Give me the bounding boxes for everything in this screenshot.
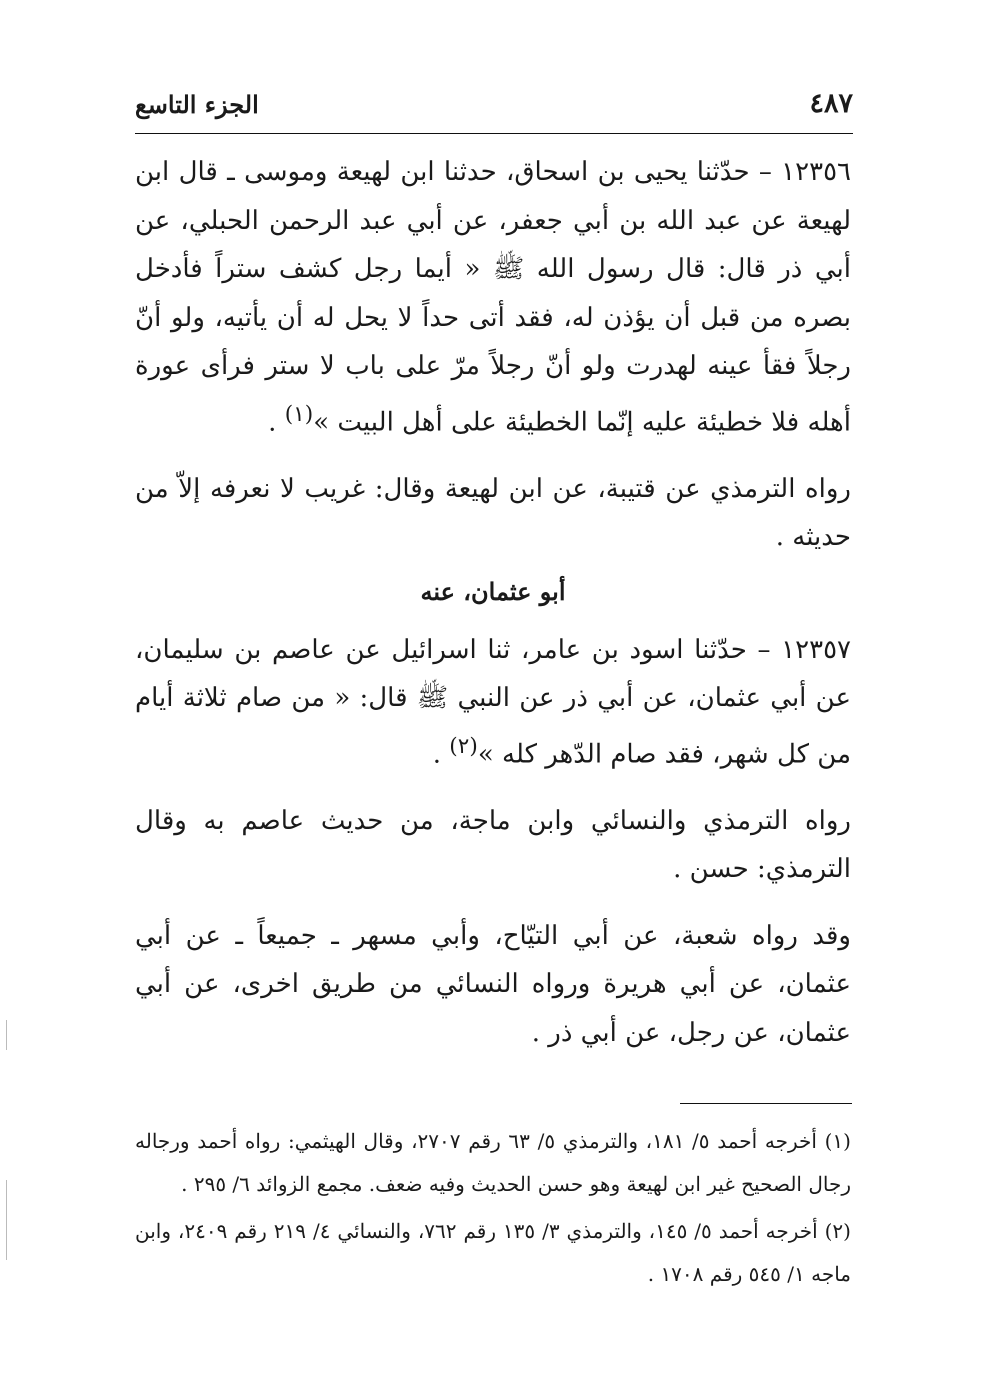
commentary-1: رواه الترمذي عن قتيبة، عن ابن لهيعة وقال: غريب لا نعرفه إلاّ من حديثه . xyxy=(135,473,851,553)
footnote-ref-1: (١) xyxy=(284,401,314,427)
hadith-12357-end: . xyxy=(432,739,450,770)
spacer xyxy=(135,447,851,465)
hadith-12356 xyxy=(135,148,851,447)
page-number: ٤٨٧ xyxy=(809,88,853,119)
page-header xyxy=(135,88,853,128)
scan-margin-mark xyxy=(6,1180,7,1260)
scan-margin-mark xyxy=(6,1020,7,1050)
footnote-1: (١) أخرجه أحمد ٥/ ١٨١، والترمذي ٥/ ٦٣ رقم ٢٧٠٧، وقال الهيثمي: رواه أحمد ورجاله رجال الصحيح غير ابن لهيعة وهو حسن الحديث وفيه ضعف. مجمع الزوائد ٦/ ٢٩٥ . xyxy=(135,1129,851,1196)
section-title: أبو عثمان، عنه xyxy=(420,576,566,606)
running-head: الجزء التاسع xyxy=(135,90,259,119)
header-rule xyxy=(135,133,853,134)
main-text xyxy=(135,148,851,1057)
spacer xyxy=(135,894,851,912)
hadith-12357 xyxy=(135,626,851,779)
footnote-2: (٢) أخرجه أحمد ٥/ ١٤٥، والترمذي ٣/ ١٣٥ رقم ٧٦٢، والنسائي ٤/ ٢١٩ رقم ٢٤٠٩، وابن ماجه ١/ ٥٤٥ رقم ١٧٠٨ . xyxy=(135,1219,851,1286)
hadith-12357-text: ١٢٣٥٧ – حدّثنا اسود بن عامر، ثنا اسرائيل عن عاصم بن سليمان، عن أبي عثمان، عن أبي ذر عن النبي ﷺ قال: « من صام ثلاثة أيام من كل شهر، فقد صام الدّهر كله » xyxy=(135,634,851,770)
hadith-12356-text: ١٢٣٥٦ – حدّثنا يحيى بن اسحاق، حدثنا ابن لهيعة وموسى ـ قال ابن لهيعة عن عبد الله بن أبي جعفر، عن أبي عبد الرحمن الحبلي، عن أبي ذر قال: قال رسول الله ﷺ « أيما رجل كشف ستراً فأدخل بصره من قبل أن يؤذن له، فقد أتى حداً لا يحل له أن يأتيه، ولو أنّ رجلاً فقأ عينه لهدرت ولو أنّ رجلاً مرّ على باب لا ستر فرأى عورة أهله فلا خطيئة عليه إنّما الخطيئة على أهل البيت » xyxy=(135,157,851,438)
spacer xyxy=(135,779,851,797)
footnotes xyxy=(135,1120,851,1300)
commentary-2: رواه الترمذي والنسائي وابن ماجة، من حديث عاصم به وقال الترمذي: حسن . xyxy=(135,805,851,885)
commentary-3: وقد رواه شعبة، عن أبي التيّاح، وأبي مسهر ـ جميعاً ـ عن أبي عثمان، عن أبي هريرة ورواه النسائي من طريق اخرى، عن أبي عثمان، عن رجل، عن أبي ذر . xyxy=(135,920,851,1048)
footnote-ref-2: (٢) xyxy=(449,733,478,759)
hadith-12356-end: . xyxy=(268,407,285,438)
footnote-rule xyxy=(680,1103,852,1104)
